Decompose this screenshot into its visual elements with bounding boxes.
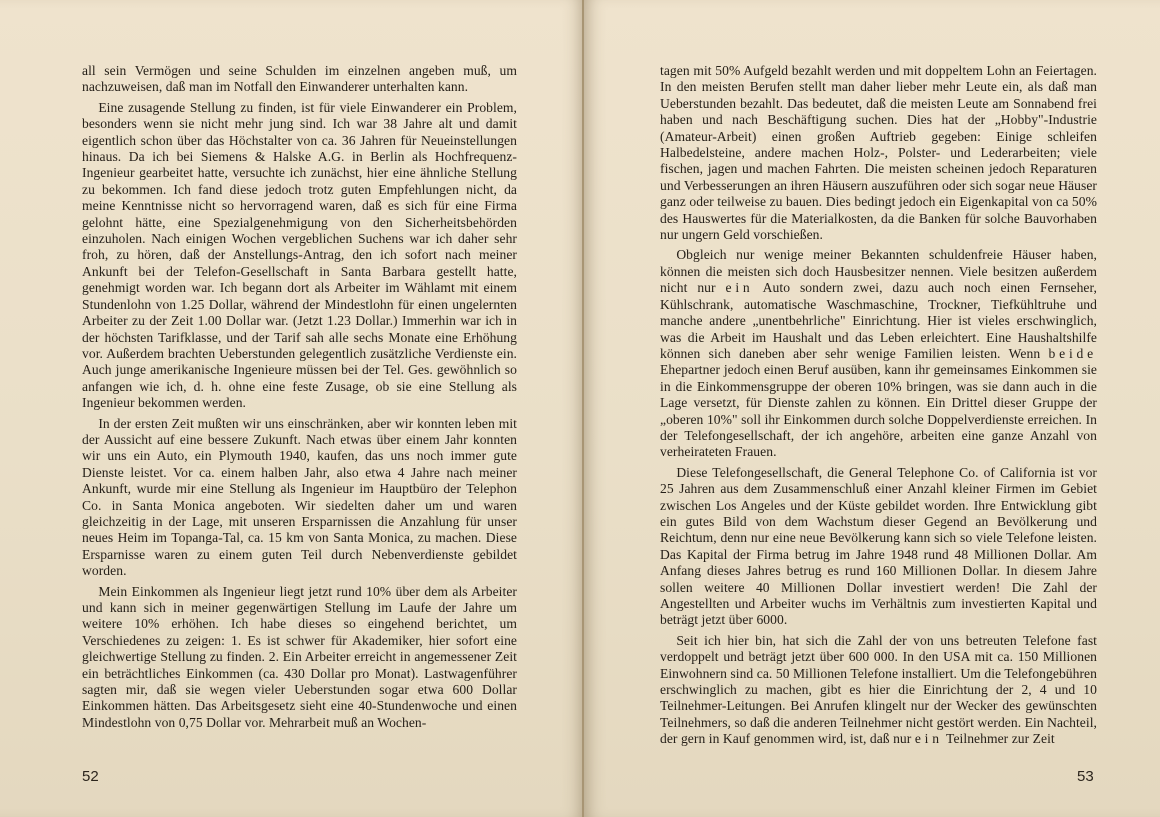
paragraph: all sein Vermögen und seine Schulden im einzelnen angeben muß, um nachzuweisen, daß man im Notfall den Einwanderer unterhalten kann. bbox=[82, 63, 517, 95]
spaced-emphasis: ein bbox=[725, 280, 754, 296]
text-run: Obgleich nur wenige meiner Bekannten schuldenfreie Häuser haben, können die meisten sich doch Hausbesitzer nennen. Viele besitzen außerdem nicht nur bbox=[660, 247, 1097, 296]
right-page-text bbox=[660, 63, 1097, 752]
paragraph: Eine zusagende Stellung zu finden, ist für viele Einwanderer ein Problem, besonders wenn sie nicht mehr jung sind. Ich war 38 Jahre alt und damit eigentlich schon über das Höchstalter von ca. 36 Jahren für Neueinstellungen hinaus. Da ich bei Siemens & Halske A.G. in Berlin als Hochfrequenz-Ingenieur gearbeitet hatte, versuchte ich zunächst, hier eine ähnliche Stellung zu bekommen. Ich fand diese jedoch trotz guten Empfehlungen nicht, da meine Kenntnisse nicht so hervorragend waren, daß es sich für eine Firma gelohnt hätte, eine Spezialgenehmigung von den Sicherheitsbehörden einzuholen. Nach einigen Wochen vergeblichen Suchens war ich daher sehr froh, zu hören, daß der Anstellungs-Antrag, den ich sofort nach meiner Ankunft bei der Telefon-Gesellschaft in Santa Barbara gestellt hatte, genehmigt worden war. Ich begann dort als Arbeiter im Wählamt mit einem Stundenlohn von 1.25 Dollar, während der Mindestlohn für einen ungelernten Arbeiter zu der Zeit 1.00 Dollar war. (Jetzt 1.23 Dollar.) Immerhin war ich in der höchsten Tarifklasse, und der Tarif sah alle sechs Monate eine Erhöhung vor. Außerdem brachten Ueberstunden gelegentlich zusätzliche Verdienste ein. Auch junge amerikanische Ingenieure müssen bei der Tel. Ges. gewöhnlich so anfangen wie ich, d. h. ohne eine feste Zusage, ob sie eine Stellung als Ingenieur bekommen werden. bbox=[82, 99, 517, 411]
left-page-text bbox=[82, 63, 517, 735]
spaced-emphasis: beide bbox=[1048, 345, 1097, 361]
paragraph bbox=[660, 247, 1097, 460]
page-number: 52 bbox=[82, 768, 99, 785]
paragraph bbox=[660, 633, 1097, 748]
paragraph: Diese Telefongesellschaft, die General Telephone Co. of California ist vor 25 Jahren aus dem Zusammenschluß einer Anzahl kleiner Firmen im Gebiet zwischen Los Angeles und der Küste gebildet worden. Ihre Entwicklung gibt ein gutes Bild von dem Wachstum dieser Gegend an Bevölkerung und Reichtum, denn nur eine neue Bevölkerung kann sich so viele Telefone leisten. Das Kapital der Firma betrug im Jahre 1948 rund 48 Millionen Dollar. Am Anfang dieses Jahres betrug es rund 160 Millionen Dollar. In diesem Jahre sollen weitere 40 Millionen Dollar investiert werden! Die Zahl der Angestellten und Arbeiter wuchs im Verhältnis zum investierten Kapital und beträgt jetzt über 6000. bbox=[660, 464, 1097, 628]
text-run: Teilnehmer zur Zeit bbox=[942, 731, 1055, 747]
spaced-emphasis: ein bbox=[914, 731, 943, 747]
paragraph: tagen mit 50% Aufgeld bezahlt werden und mit doppeltem Lohn an Feiertagen. In den meisten Berufen stellt man daher lieber mehr Leute ein, als daß man Ueberstunden bezahlt. Das bedeutet, daß die meisten Leute am Sonnabend frei haben und nach Beschäftigung suchen. Dies hat der „Hobby"-Industrie (Amateur-Arbeit) einen großen Auftrieb gegeben: Einige schleifen Halbedelsteine, andere machen Holz-, Polster- und Lederarbeiten; viele fischen, jagen und machen Fahrten. Die meisten scheinen jedoch Reparaturen und Verbesserungen an ihren Häusern auszuführen oder sich sogar neue Häuser ganz oder teilweise zu bauen. Dies bedingt jedoch ein Eigenkapital von ca 50% des Hauswertes für die Materialkosten, da die Banken für solche Bauvorhaben nur ungern Geld vorschießen. bbox=[660, 63, 1097, 243]
page-number: 53 bbox=[1077, 768, 1094, 785]
right-page bbox=[584, 0, 1160, 817]
text-run: Seit ich hier bin, hat sich die Zahl der von uns betreuten Telefone fast verdoppelt und beträgt jetzt über 600 000. In den USA mit ca. 150 Millionen Einwohnern sind ca. 50 Millionen Telefone installiert. Um die Telefongebühren erschwinglich zu machen, gibt es hier die Einrichtung der 2, 4 und 10 Teilnehmer-Leitungen. Bei Anrufen klingelt nur der Wecker des gewünschten Teilnehmers, so daß die anderen Teilnehmer nicht gestört werden. Ein Nachteil, der gern in Kauf genommen wird, ist, daß nur bbox=[660, 632, 1097, 747]
text-run: Auto sondern zwei, dazu auch noch einen Fernseher, Kühlschrank, automatische Waschmaschine, Trockner, Tiefkühltruhe und manche andere „unentbehrliche" Einrichtung. Hier ist vieles erschwinglich, was die Arbeit im Haushalt und das Leben erleichtert. Eine Haushaltshilfe können sich daneben aber sehr wenige Familien leisten. Wenn bbox=[660, 280, 1097, 361]
text-run: Ehepartner jedoch einen Beruf ausüben, kann ihr gemeinsames Einkommen sie in die Einkommensgruppe der oberen 10% bringen, was sie dann auch in die Lage versetzt, für Dienste zahlen zu können. Ein Drittel dieser Gruppe der „oberen 10%" soll ihr Einkommen durch solche Doppelverdienste erreichen. In der Telefongesellschaft, der ich angehöre, arbeiten eine ganze Anzahl von verheirateten Frauen. bbox=[660, 362, 1097, 460]
paragraph: In der ersten Zeit mußten wir uns einschränken, aber wir konnten leben mit der Aussicht auf eine bessere Zukunft. Nach etwas über einem Jahr konnten wir uns ein Auto, ein Plymouth 1940, kaufen, das uns noch immer gute Dienste leistet. Vor ca. einem halben Jahr, also etwa 4 Jahre nach meiner Ankunft, wurde mir eine Stellung als Ingenieur im Hauptbüro der Telephon Co. in Santa Monica angeboten. Wir siedelten daher um und waren gleichzeitig in der Lage, mit unseren Ersparnissen die Anzahlung für unser neues Heim im Topanga-Tal, ca. 15 km von Santa Monica, zu machen. Diese Ersparnisse waren zu einem guten Teil durch Nebenverdienste gebildet worden. bbox=[82, 415, 517, 579]
paragraph: Mein Einkommen als Ingenieur liegt jetzt rund 10% über dem als Arbeiter und kann sich in meiner gegenwärtigen Stellung im Laufe der Jahre um weitere 10% erhöhen. Ich habe dieses so eingehend berichtet, um Verschiedenes zu zeigen: 1. Es ist schwer für Akademiker, hier sofort eine gleichwertige Stellung zu finden. 2. Ein Arbeiter erreicht in angemessener Zeit ein beträchtliches Einkommen (ca. 430 Dollar pro Monat). Lastwagenführer sagten mir, daß sie wegen vieler Ueberstunden sogar etwa 600 Dollar Einkommen hätten. Das Arbeitsgesetz sieht eine 40-Stundenwoche und einen Mindestlohn von 0,75 Dollar vor. Mehrarbeit muß an Wochen- bbox=[82, 583, 517, 730]
